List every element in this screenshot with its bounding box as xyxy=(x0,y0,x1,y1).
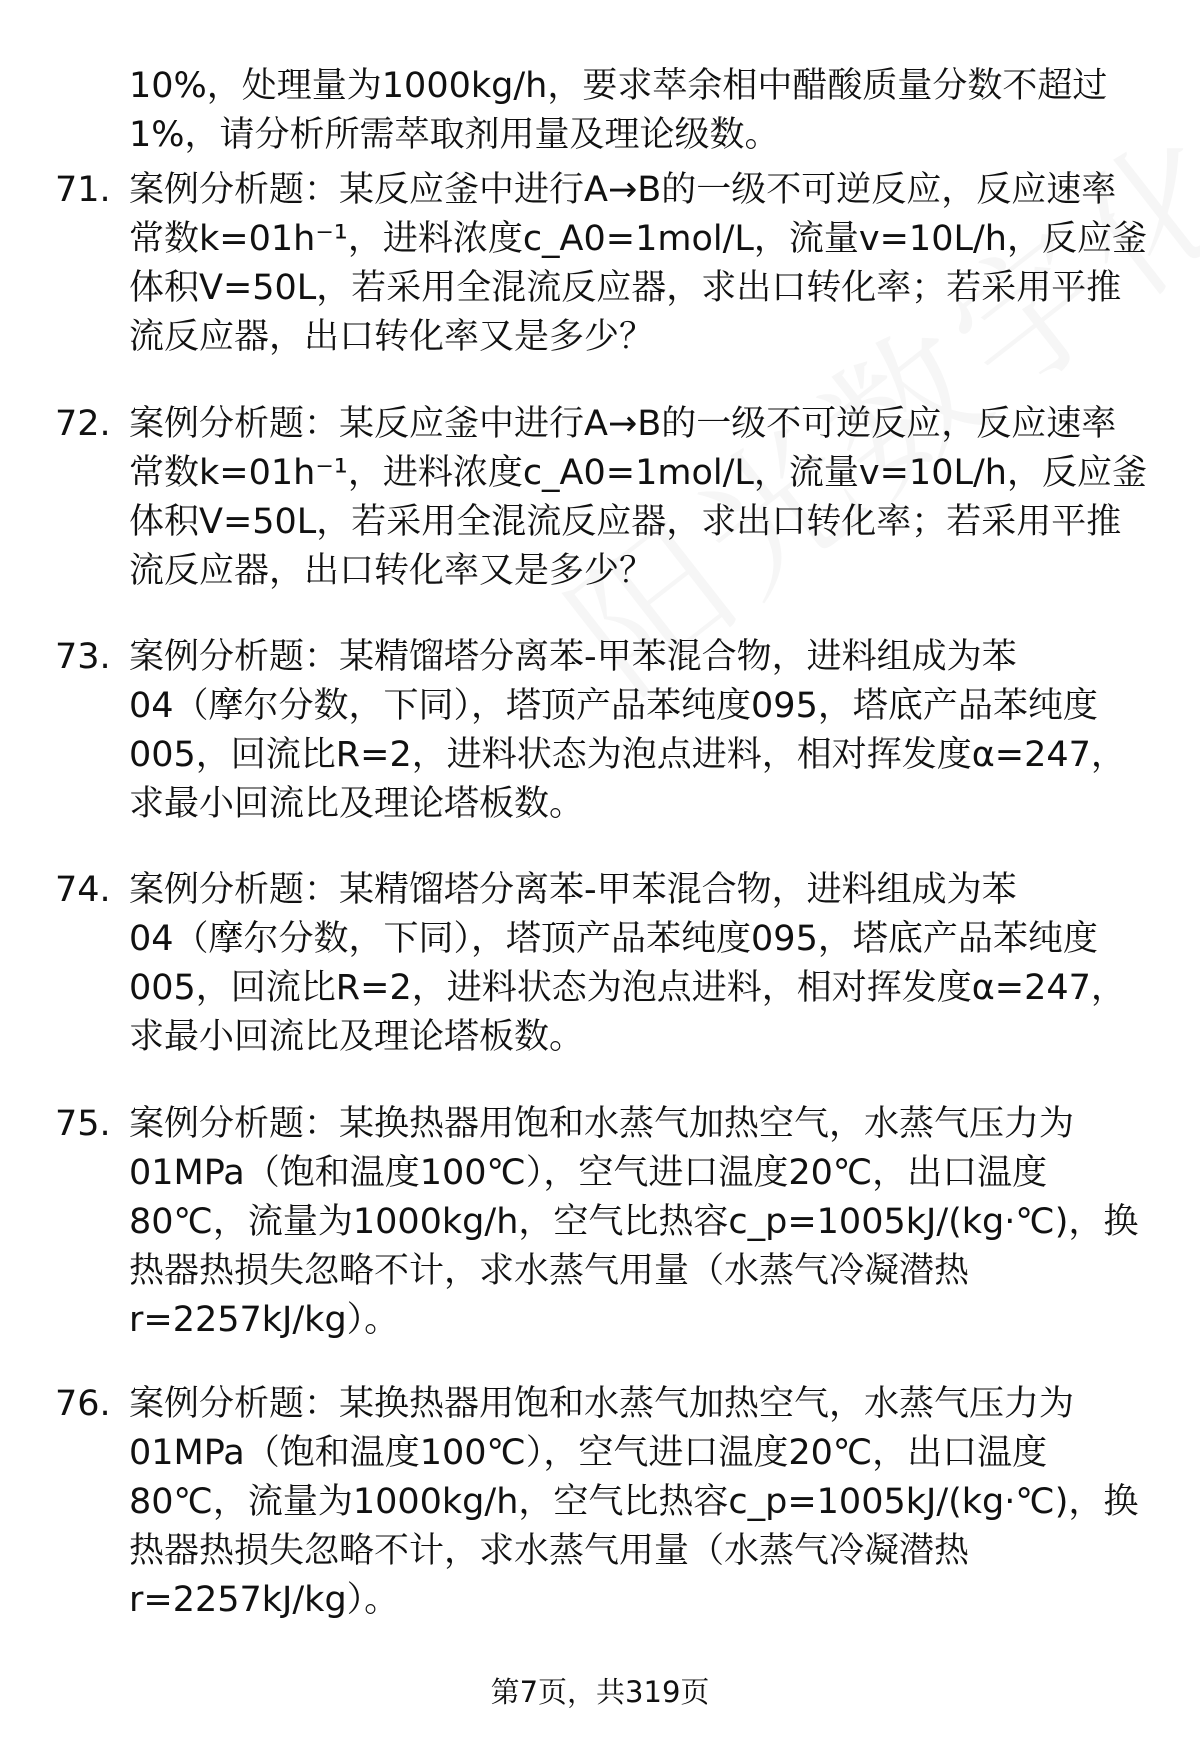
text-line: 005，回流比R=2，进料状态为泡点进料，相对挥发度α=247， xyxy=(129,735,1126,775)
text-line: 案例分析题：某精馏塔分离苯-甲苯混合物，进料组成为苯 xyxy=(129,637,1017,677)
text-line: 1%，请分析所需萃取剂用量及理论级数。 xyxy=(129,115,780,155)
question-number: 73. xyxy=(55,637,111,677)
question-number: 71. xyxy=(55,170,111,210)
text-line: 流反应器，出口转化率又是多少？ xyxy=(129,551,655,591)
text-line: 体积V=50L，若采用全混流反应器，求出口转化率；若采用平推 xyxy=(129,502,1122,542)
text-line: 10%，处理量为1000kg/h，要求萃余相中醋酸质量分数不超过 xyxy=(129,66,1108,106)
text-line: 求最小回流比及理论塔板数。 xyxy=(129,1017,585,1057)
question-text xyxy=(129,1100,1159,1345)
text-line: 案例分析题：某换热器用饱和水蒸气加热空气，水蒸气压力为 xyxy=(129,1104,1075,1144)
continued-question-lines xyxy=(129,62,1159,160)
text-line: 01MPa（饱和温度100℃），空气进口温度20℃，出口温度 xyxy=(129,1153,1048,1193)
text-line: 04（摩尔分数，下同），塔顶产品苯纯度095，塔底产品苯纯度 xyxy=(129,686,1098,726)
page-number-footer: 第7页，共319页 xyxy=(490,1675,710,1709)
text-line: 04（摩尔分数，下同），塔顶产品苯纯度095，塔底产品苯纯度 xyxy=(129,919,1098,959)
text-line: 体积V=50L，若采用全混流反应器，求出口转化率；若采用平推 xyxy=(129,268,1122,308)
text-line: 流反应器，出口转化率又是多少？ xyxy=(129,317,655,357)
text-line: 案例分析题：某精馏塔分离苯-甲苯混合物，进料组成为苯 xyxy=(129,870,1017,910)
text-line: 热器热损失忽略不计，求水蒸气用量（水蒸气冷凝潜热 xyxy=(129,1531,970,1571)
text-line: 求最小回流比及理论塔板数。 xyxy=(129,784,585,824)
question-text xyxy=(129,166,1159,362)
question-text xyxy=(129,400,1159,596)
question-number: 72. xyxy=(55,404,111,444)
text-line: 80℃，流量为1000kg/h，空气比热容c_p=1005kJ/(kg·℃)，换 xyxy=(129,1202,1139,1242)
text-line: 常数k=01h⁻¹，进料浓度c_A0=1mol/L，流量v=10L/h，反应釜 xyxy=(129,453,1147,493)
question-text xyxy=(129,866,1159,1062)
question-text xyxy=(129,633,1159,829)
text-line: 01MPa（饱和温度100℃），空气进口温度20℃，出口温度 xyxy=(129,1433,1048,1473)
text-line: 案例分析题：某反应釜中进行A→B的一级不可逆反应，反应速率 xyxy=(129,404,1117,444)
question-text xyxy=(129,1380,1159,1625)
text-line: 热器热损失忽略不计，求水蒸气用量（水蒸气冷凝潜热 xyxy=(129,1251,970,1291)
text-line: 005，回流比R=2，进料状态为泡点进料，相对挥发度α=247， xyxy=(129,968,1126,1008)
text-line: 案例分析题：某反应釜中进行A→B的一级不可逆反应，反应速率 xyxy=(129,170,1117,210)
text-line: 80℃，流量为1000kg/h，空气比热容c_p=1005kJ/(kg·℃)，换 xyxy=(129,1482,1139,1522)
text-line: 案例分析题：某换热器用饱和水蒸气加热空气，水蒸气压力为 xyxy=(129,1384,1075,1424)
question-number: 74. xyxy=(55,870,111,910)
text-line: 常数k=01h⁻¹，进料浓度c_A0=1mol/L，流量v=10L/h，反应釜 xyxy=(129,219,1147,259)
text-line: r=2257kJ/kg）。 xyxy=(129,1580,400,1620)
text-line: r=2257kJ/kg）。 xyxy=(129,1300,400,1340)
question-number: 76. xyxy=(55,1384,111,1424)
question-number: 75. xyxy=(55,1104,111,1144)
